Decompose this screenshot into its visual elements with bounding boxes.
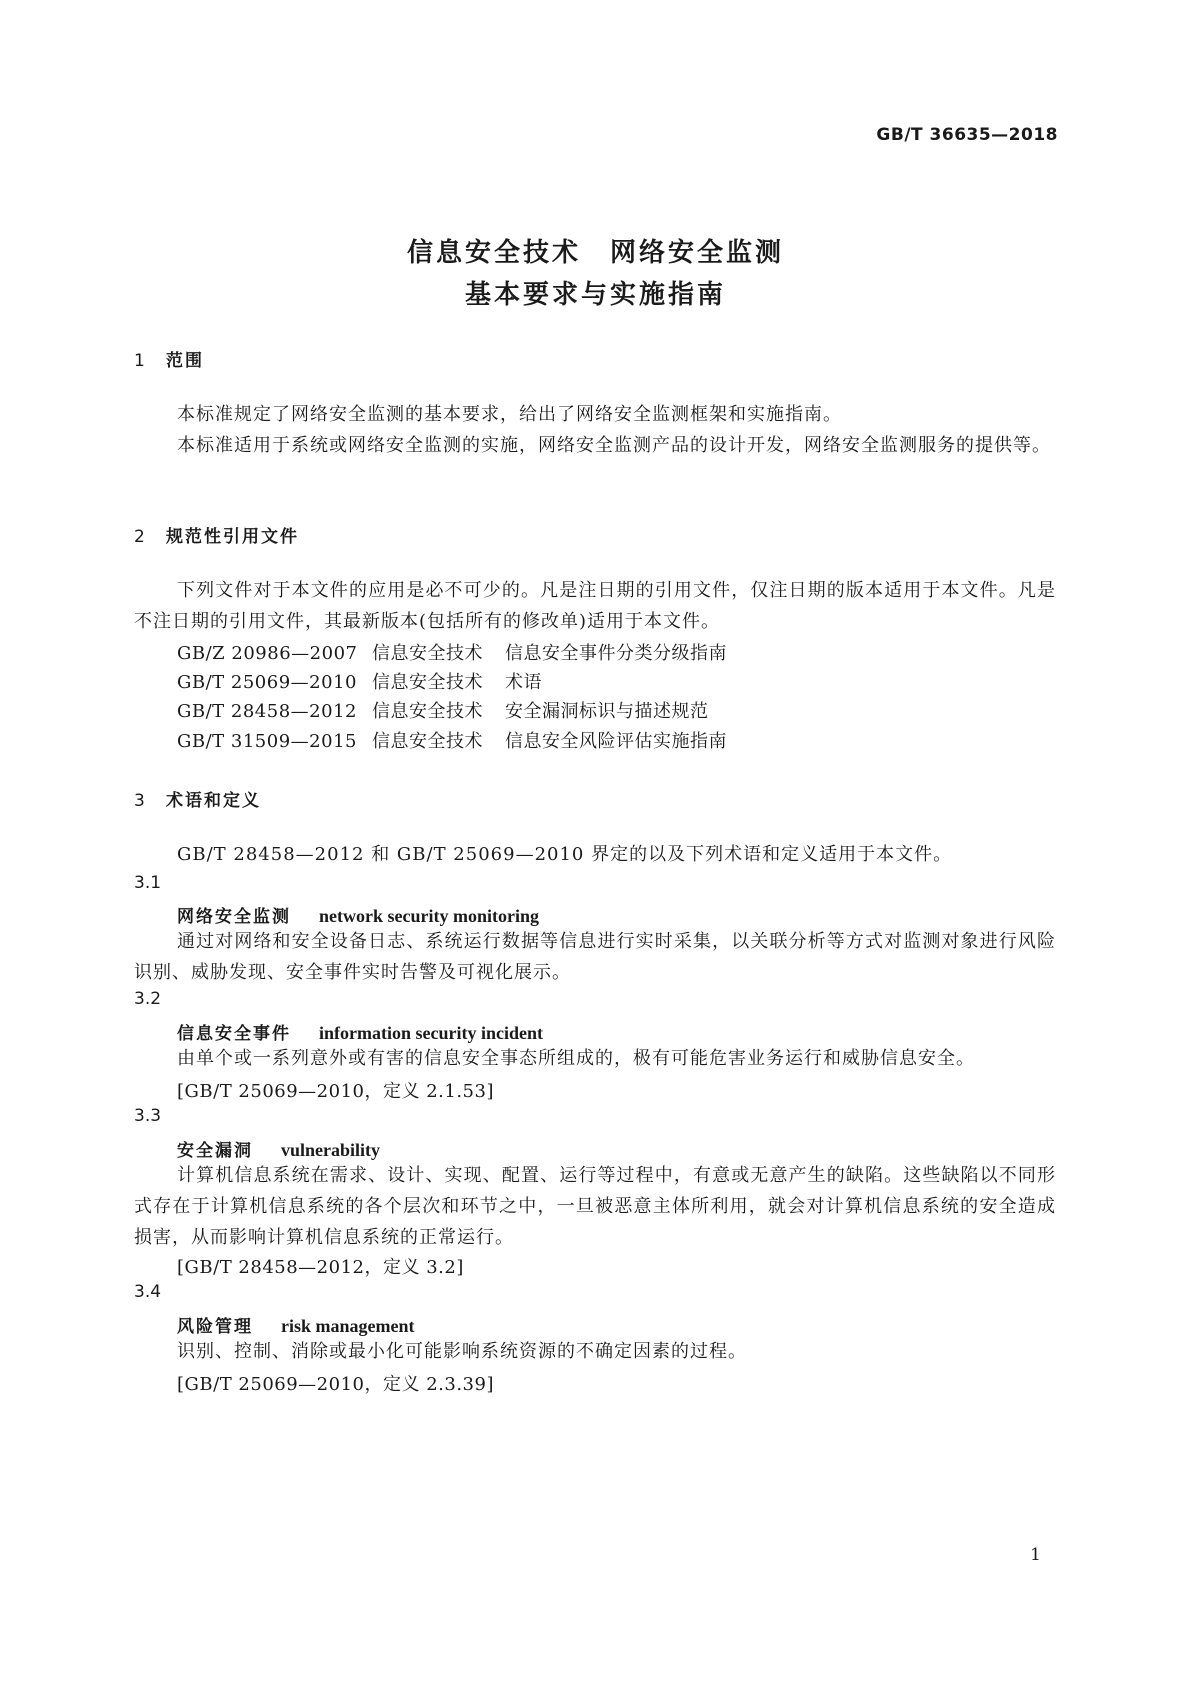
- term-definition: 通过对网络和安全设备日志、系统运行数据等信息进行实时采集，以关联分析等方式对监测对象进行风险识别、威胁发现、安全事件实时告警及可视化展示。: [134, 931, 1056, 983]
- term-number: 3.4: [134, 1282, 162, 1302]
- reference-title-part: 信息安全技术: [372, 672, 483, 693]
- reference-item: [177, 639, 727, 665]
- reference-title-part: 信息安全技术: [372, 643, 483, 664]
- reference-code: GB/T 28458—2012: [177, 701, 357, 722]
- section-title: 范围: [166, 351, 204, 371]
- term-chinese: 风险管理: [177, 1317, 253, 1337]
- paragraph: GB/T 28458—2012 和 GB/T 25069—2010 界定的以及下列术语和定义适用于本文件。: [177, 844, 953, 865]
- term-heading: [177, 1312, 415, 1337]
- section-number: 1: [134, 351, 147, 371]
- term-english: risk management: [281, 1316, 415, 1336]
- term-definition: 由单个或一系列意外或有害的信息安全事态所组成的，极有可能危害业务运行和威胁信息安全。: [177, 1048, 975, 1069]
- reference-title-part: 信息安全技术: [372, 731, 483, 752]
- page-number: 1: [1030, 1545, 1041, 1565]
- reference-code: GB/T 31509—2015: [177, 731, 357, 752]
- document-title-line2: 基本要求与实施指南: [464, 280, 726, 310]
- reference-title-part: 信息安全事件分类分级指南: [505, 643, 727, 664]
- reference-code: GB/Z 20986—2007: [177, 643, 358, 664]
- paragraph: 本标准适用于系统或网络安全监测的实施，网络安全监测产品的设计开发，网络安全监测服务的提供等。: [177, 435, 1051, 456]
- term-chinese: 信息安全事件: [177, 1024, 291, 1044]
- section-heading-terms-definitions: [134, 786, 261, 811]
- term-heading: [177, 1136, 380, 1161]
- term-english: network security monitoring: [319, 906, 539, 926]
- reference-item: [177, 668, 542, 694]
- term-heading: [177, 902, 539, 927]
- term-heading: [177, 1019, 543, 1044]
- reference-title-part: 安全漏洞标识与描述规范: [505, 701, 709, 722]
- term-chinese: 安全漏洞: [177, 1141, 253, 1161]
- paragraph: 下列文件对于本文件的应用是必不可少的。凡是注日期的引用文件，仅注日期的版本适用于本文件。凡是不注日期的引用文件，其最新版本(包括所有的修改单)适用于本文件。: [134, 580, 1056, 632]
- document-title-line1: 信息安全技术 网络安全监测: [406, 238, 784, 268]
- term-definition: 识别、控制、消除或最小化可能影响系统资源的不确定因素的过程。: [177, 1341, 747, 1362]
- term-source: [GB/T 25069—2010，定义 2.1.53]: [177, 1081, 494, 1102]
- reference-item: [177, 697, 709, 723]
- reference-item: [177, 727, 727, 753]
- reference-code: GB/T 25069—2010: [177, 672, 357, 693]
- term-number: 3.2: [134, 989, 162, 1009]
- term-english: vulnerability: [281, 1140, 381, 1160]
- term-number: 3.1: [134, 873, 162, 893]
- paragraph: 本标准规定了网络安全监测的基本要求，给出了网络安全监测框架和实施指南。: [177, 404, 842, 425]
- standard-code: GB/T 36635—2018: [876, 125, 1058, 145]
- reference-title-part: 术语: [505, 672, 542, 693]
- section-number: 3: [134, 791, 147, 811]
- term-definition: 计算机信息系统在需求、设计、实现、配置、运行等过程中，有意或无意产生的缺陷。这些缺陷以不同形式存在于计算机信息系统的各个层次和环节之中，一旦被恶意主体所利用，就会对计算机信息系统的安全造成损害，从而影响计算机信息系统的正常运行。: [134, 1165, 1056, 1248]
- term-english: information security incident: [319, 1023, 543, 1043]
- term-chinese: 网络安全监测: [177, 907, 291, 927]
- term-number: 3.3: [134, 1106, 162, 1126]
- section-title: 术语和定义: [166, 791, 261, 811]
- term-source: [GB/T 25069—2010，定义 2.3.39]: [177, 1374, 494, 1395]
- section-heading-normative-references: [134, 522, 299, 547]
- reference-title-part: 信息安全技术: [372, 701, 483, 722]
- section-number: 2: [134, 527, 147, 547]
- reference-title-part: 信息安全风险评估实施指南: [505, 731, 727, 752]
- section-heading-scope: [134, 346, 204, 371]
- term-source: [GB/T 28458—2012，定义 3.2]: [177, 1257, 464, 1278]
- section-title: 规范性引用文件: [166, 527, 299, 547]
